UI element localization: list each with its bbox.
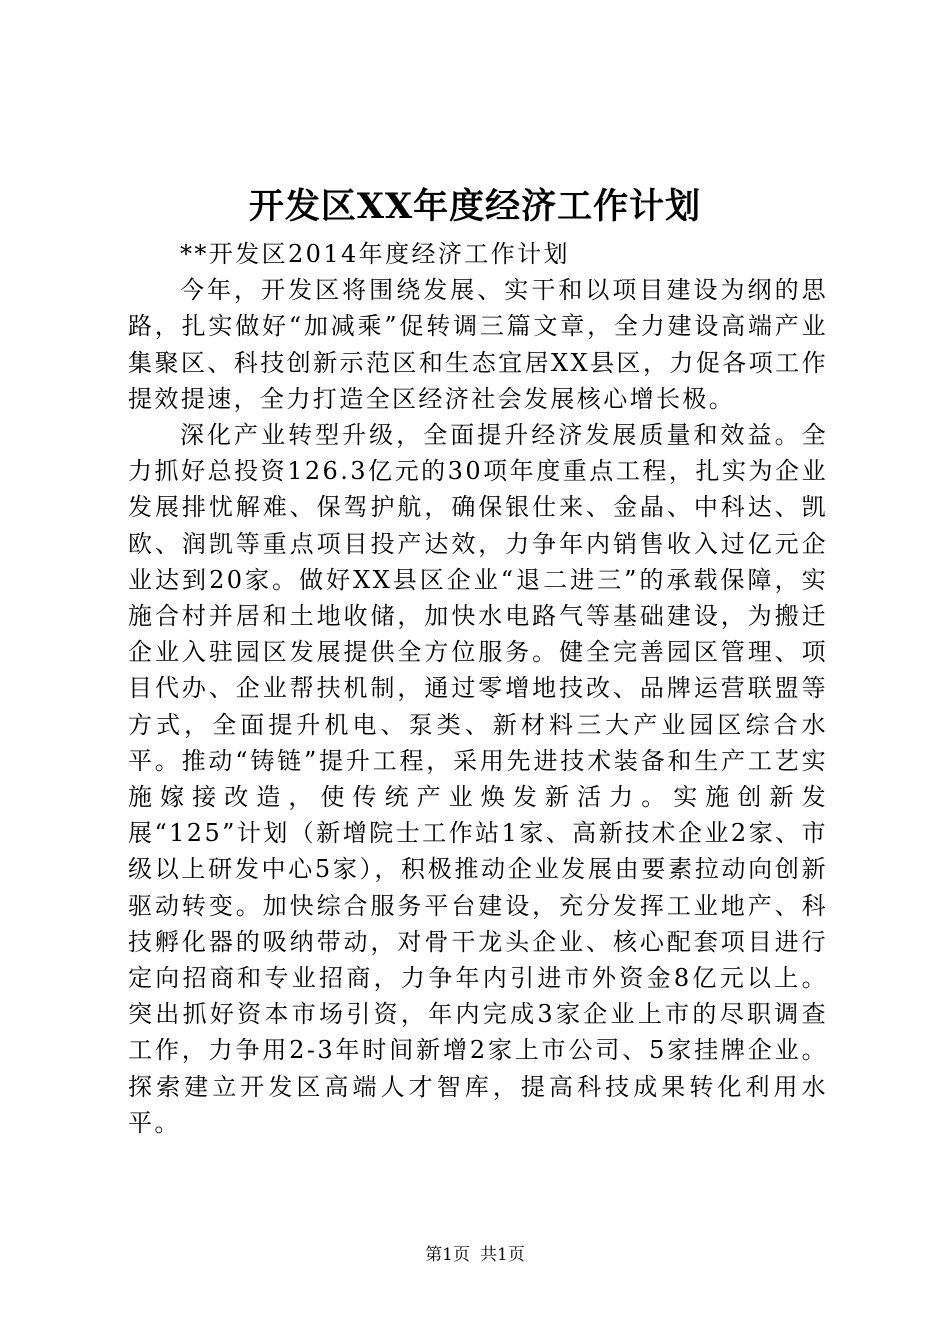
- document-title: 开发区XX年度经济工作计划: [248, 186, 702, 227]
- document-subtitle: **开发区2014年度经济工作计划: [180, 240, 570, 268]
- paragraph-intro: 今年，开发区将围绕发展、实干和以项目建设为纲的思路，扎实做好“加减乘”促转调三篇文章，全力建设高端产业集聚区、科技创新示范区和生态宜居XX县区，力促各项工作提效提速，全力打造全区经济社会发展核心增长极。: [128, 276, 828, 413]
- document-body: [128, 236, 828, 1141]
- page-number: 第1页: [425, 1245, 470, 1265]
- paragraph-industry: 深化产业转型升级，全面提升经济发展质量和效益。全力抓好总投资126.3亿元的30项年度重点工程，扎实为企业发展排忧解难、保驾护航，确保银仕来、金晶、中科达、凯欧、润凯等重点项目投产达效，力争年内销售收入过亿元企业达到20家。做好XX县区企业“退二进三”的承载保障，实施合村并居和土地收储，加快水电路气等基础建设，为搬迁企业入驻园区发展提供全方位服务。健全完善园区管理、项目代办、企业帮扶机制，通过零增地技改、品牌运营联盟等方式，全面提升机电、泵类、新材料三大产业园区综合水平。推动“铸链”提升工程，采用先进技术装备和生产工艺实施嫁接改造，使传统产业焕发新活力。实施创新发展“125”计划（新增院士工作站1家、高新技术企业2家、市级以上研发中心5家），积极推动企业发展由要素拉动向创新驱动转变。加快综合服务平台建设，充分发挥工业地产、科技孵化器的吸纳带动，对骨干龙头企业、核心配套项目进行定向招商和专业招商，力争年内引进市外资金8亿元以上。突出抓好资本市场引资，年内完成3家企业上市的尽职调查工作，力争用2-3年时间新增2家上市公司、5家挂牌企业。探索建立开发区高端人才智库，提高科技成果转化利用水平。: [128, 421, 828, 1137]
- page-total: 共1页: [480, 1245, 525, 1265]
- page-footer: [0, 1243, 950, 1267]
